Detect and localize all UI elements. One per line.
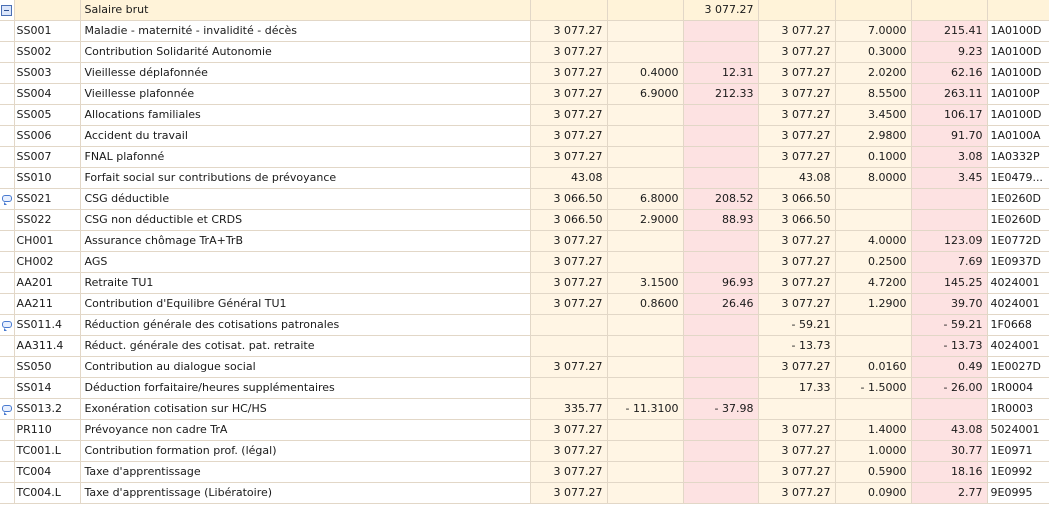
row-sal-montant[interactable] [683,126,758,147]
row-pat-base[interactable]: 3 077.27 [758,294,835,315]
row-label[interactable]: Exonération cotisation sur HC/HS [80,399,530,420]
table-row[interactable] [0,126,1049,147]
row-code[interactable]: SS001 [14,21,80,42]
row-sal-montant[interactable]: 26.46 [683,294,758,315]
row-pat-taux[interactable]: 2.9800 [835,126,911,147]
row-compte[interactable]: 1R0004 [987,378,1049,399]
row-pat-base[interactable]: 3 077.27 [758,42,835,63]
table-row[interactable] [0,357,1049,378]
table-row[interactable] [0,168,1049,189]
row-compte[interactable]: 1A0100D [987,63,1049,84]
row-pat-montant[interactable]: - 26.00 [911,378,987,399]
row-sal-taux[interactable] [607,231,683,252]
row-base[interactable]: 3 077.27 [530,63,607,84]
row-sal-taux[interactable] [607,462,683,483]
comment-icon[interactable] [2,195,12,202]
row-label[interactable]: Forfait social sur contributions de prévoyance [80,168,530,189]
row-label[interactable]: Réduction générale des cotisations patronales [80,315,530,336]
row-compte[interactable]: 1E0992 [987,462,1049,483]
table-row[interactable] [0,378,1049,399]
row-pat-base[interactable]: 3 077.27 [758,357,835,378]
row-pat-base[interactable]: - 13.73 [758,336,835,357]
table-row[interactable] [0,399,1049,420]
row-compte[interactable]: 1A0100A [987,126,1049,147]
row-pat-base[interactable]: 3 077.27 [758,231,835,252]
table-row[interactable] [0,189,1049,210]
row-base[interactable]: 3 077.27 [530,231,607,252]
header-pat-base [758,0,835,21]
row-base[interactable]: 3 077.27 [530,294,607,315]
row-marker-cell [0,399,14,420]
row-pat-taux[interactable] [835,336,911,357]
row-label[interactable]: CSG déductible [80,189,530,210]
row-code[interactable]: AA311.4 [14,336,80,357]
table-row[interactable] [0,294,1049,315]
row-sal-montant[interactable] [683,336,758,357]
row-sal-montant[interactable] [683,378,758,399]
row-sal-taux[interactable] [607,147,683,168]
row-sal-montant[interactable]: 96.93 [683,273,758,294]
row-pat-base[interactable]: 17.33 [758,378,835,399]
table-row[interactable] [0,63,1049,84]
row-base[interactable]: 3 077.27 [530,42,607,63]
table-row[interactable] [0,273,1049,294]
row-sal-taux[interactable] [607,21,683,42]
row-base[interactable]: 3 077.27 [530,357,607,378]
header-compte [987,0,1049,21]
row-compte[interactable]: 4024001 [987,336,1049,357]
row-pat-base[interactable]: 3 077.27 [758,84,835,105]
row-sal-montant[interactable] [683,105,758,126]
row-marker-cell [0,126,14,147]
row-sal-montant[interactable] [683,168,758,189]
row-pat-base[interactable] [758,399,835,420]
row-marker-cell [0,420,14,441]
row-pat-montant[interactable]: 91.70 [911,126,987,147]
row-sal-taux[interactable]: - 11.3100 [607,399,683,420]
row-marker-cell [0,462,14,483]
row-code[interactable]: PR110 [14,420,80,441]
row-pat-taux[interactable]: 1.0000 [835,441,911,462]
row-code[interactable]: SS021 [14,189,80,210]
header-base [530,0,607,21]
row-base[interactable] [530,336,607,357]
comment-icon[interactable] [2,405,12,412]
row-pat-taux[interactable]: 2.0200 [835,63,911,84]
row-marker-cell [0,168,14,189]
row-pat-taux[interactable]: 0.3000 [835,42,911,63]
row-marker-cell [0,189,14,210]
row-marker-cell [0,147,14,168]
row-compte[interactable]: 1E0260D [987,210,1049,231]
row-compte[interactable]: 4024001 [987,273,1049,294]
row-pat-taux[interactable]: 4.0000 [835,231,911,252]
row-base[interactable]: 3 077.27 [530,21,607,42]
row-pat-taux[interactable] [835,210,911,231]
row-sal-taux[interactable] [607,252,683,273]
row-pat-montant[interactable]: 3.08 [911,147,987,168]
row-marker-cell [0,483,14,504]
row-pat-taux[interactable]: 8.5500 [835,84,911,105]
row-sal-montant[interactable] [683,483,758,504]
row-sal-taux[interactable] [607,441,683,462]
row-pat-base[interactable]: 3 077.27 [758,462,835,483]
row-pat-montant[interactable] [911,210,987,231]
row-pat-taux[interactable]: 8.0000 [835,168,911,189]
table-row[interactable] [0,336,1049,357]
table-row[interactable] [0,147,1049,168]
row-pat-taux[interactable]: 0.2500 [835,252,911,273]
row-pat-base[interactable]: 3 077.27 [758,441,835,462]
row-sal-taux[interactable] [607,357,683,378]
row-pat-base[interactable]: 3 077.27 [758,147,835,168]
row-pat-montant[interactable]: - 13.73 [911,336,987,357]
table-row[interactable] [0,84,1049,105]
row-sal-montant[interactable] [683,21,758,42]
row-pat-taux[interactable]: 1.2900 [835,294,911,315]
row-base[interactable]: 3 077.27 [530,105,607,126]
row-sal-taux[interactable] [607,315,683,336]
row-pat-base[interactable]: 43.08 [758,168,835,189]
row-base[interactable]: 3 077.27 [530,126,607,147]
row-pat-montant[interactable]: 7.69 [911,252,987,273]
table-row[interactable] [0,21,1049,42]
row-label[interactable]: AGS [80,252,530,273]
row-sal-montant[interactable]: 208.52 [683,189,758,210]
row-compte[interactable]: 9E0995 [987,483,1049,504]
row-code[interactable]: SS011.4 [14,315,80,336]
row-code[interactable]: TC004 [14,462,80,483]
row-sal-montant[interactable]: - 37.98 [683,399,758,420]
row-pat-taux[interactable] [835,189,911,210]
row-base[interactable]: 335.77 [530,399,607,420]
table-row[interactable] [0,42,1049,63]
row-compte[interactable]: 1E0479... [987,168,1049,189]
row-compte[interactable]: 1A0100D [987,42,1049,63]
row-label[interactable]: Contribution Solidarité Autonomie [80,42,530,63]
row-code[interactable]: SS006 [14,126,80,147]
row-sal-taux[interactable]: 6.9000 [607,84,683,105]
row-code[interactable]: SS002 [14,42,80,63]
row-label[interactable]: FNAL plafonné [80,147,530,168]
row-marker-cell [0,63,14,84]
row-sal-montant[interactable]: 212.33 [683,84,758,105]
row-pat-montant[interactable]: 18.16 [911,462,987,483]
table-row[interactable] [0,462,1049,483]
row-compte[interactable]: 1E0027D [987,357,1049,378]
header-pat-montant [911,0,987,21]
header-row [0,0,1049,21]
row-base[interactable] [530,378,607,399]
row-marker-cell [0,315,14,336]
row-sal-taux[interactable]: 2.9000 [607,210,683,231]
row-code[interactable]: SS010 [14,168,80,189]
header-pat-taux [835,0,911,21]
row-label[interactable]: Contribution au dialogue social [80,357,530,378]
row-pat-montant[interactable]: 9.23 [911,42,987,63]
row-sal-montant[interactable] [683,462,758,483]
row-sal-taux[interactable] [607,483,683,504]
row-sal-taux[interactable]: 0.4000 [607,63,683,84]
row-base[interactable]: 3 077.27 [530,483,607,504]
row-pat-taux[interactable]: 7.0000 [835,21,911,42]
row-base[interactable]: 3 077.27 [530,441,607,462]
row-label[interactable]: Réduct. générale des cotisat. pat. retraite [80,336,530,357]
row-sal-taux[interactable] [607,105,683,126]
row-pat-montant[interactable]: 2.77 [911,483,987,504]
row-compte[interactable]: 1A0100D [987,21,1049,42]
row-compte[interactable]: 1A0100P [987,84,1049,105]
row-sal-taux[interactable]: 3.1500 [607,273,683,294]
row-pat-base[interactable]: 3 077.27 [758,483,835,504]
row-pat-montant[interactable]: 43.08 [911,420,987,441]
row-pat-base[interactable]: 3 066.50 [758,210,835,231]
row-marker-cell [0,273,14,294]
row-pat-base[interactable]: 3 077.27 [758,126,835,147]
row-pat-taux[interactable]: - 1.5000 [835,378,911,399]
row-pat-montant[interactable]: 263.11 [911,84,987,105]
row-marker-cell [0,105,14,126]
row-compte[interactable]: 4024001 [987,294,1049,315]
row-code[interactable]: SS050 [14,357,80,378]
row-marker-cell [0,210,14,231]
row-sal-montant[interactable] [683,441,758,462]
row-label[interactable]: Contribution formation prof. (légal) [80,441,530,462]
header-sal-taux [607,0,683,21]
row-label[interactable]: Prévoyance non cadre TrA [80,420,530,441]
row-compte[interactable]: 1E0260D [987,189,1049,210]
row-code[interactable]: CH002 [14,252,80,273]
row-pat-taux[interactable] [835,399,911,420]
row-pat-taux[interactable]: 3.4500 [835,105,911,126]
row-compte[interactable]: 1E0971 [987,441,1049,462]
row-pat-taux[interactable]: 0.1000 [835,147,911,168]
row-sal-montant[interactable] [683,315,758,336]
row-pat-montant[interactable] [911,189,987,210]
row-sal-taux[interactable] [607,336,683,357]
row-sal-montant[interactable] [683,420,758,441]
row-base[interactable]: 3 077.27 [530,462,607,483]
row-code[interactable]: TC004.L [14,483,80,504]
header-label: Salaire brut [80,0,530,21]
row-marker-cell [0,441,14,462]
row-marker-cell [0,252,14,273]
row-base[interactable] [530,315,607,336]
row-label[interactable]: Accident du travail [80,126,530,147]
row-marker-cell [0,42,14,63]
row-pat-montant[interactable]: 3.45 [911,168,987,189]
row-pat-taux[interactable]: 4.7200 [835,273,911,294]
row-label[interactable]: Vieillesse plafonnée [80,84,530,105]
row-pat-taux[interactable]: 0.5900 [835,462,911,483]
table-row[interactable] [0,231,1049,252]
row-compte[interactable]: 1E0937D [987,252,1049,273]
row-base[interactable]: 43.08 [530,168,607,189]
row-code[interactable]: SS014 [14,378,80,399]
table-row[interactable] [0,441,1049,462]
collapse-cell[interactable] [0,0,14,21]
table-row[interactable] [0,420,1049,441]
row-label[interactable]: Vieillesse déplafonnée [80,63,530,84]
row-pat-montant[interactable] [911,399,987,420]
row-label[interactable]: Contribution d'Equilibre Général TU1 [80,294,530,315]
row-pat-taux[interactable]: 1.4000 [835,420,911,441]
table-row[interactable] [0,315,1049,336]
row-marker-cell [0,378,14,399]
row-sal-taux[interactable] [607,168,683,189]
row-sal-taux[interactable] [607,126,683,147]
row-sal-montant[interactable]: 88.93 [683,210,758,231]
row-pat-base[interactable]: 3 066.50 [758,189,835,210]
row-sal-taux[interactable] [607,378,683,399]
row-pat-base[interactable]: 3 077.27 [758,21,835,42]
row-pat-montant[interactable]: - 59.21 [911,315,987,336]
row-marker-cell [0,231,14,252]
row-pat-montant[interactable]: 215.41 [911,21,987,42]
row-pat-montant[interactable]: 39.70 [911,294,987,315]
table-row[interactable] [0,210,1049,231]
row-marker-cell [0,84,14,105]
row-base[interactable]: 3 066.50 [530,189,607,210]
table-row[interactable] [0,483,1049,504]
row-label[interactable]: CSG non déductible et CRDS [80,210,530,231]
row-compte[interactable]: 5024001 [987,420,1049,441]
row-pat-montant[interactable]: 106.17 [911,105,987,126]
row-marker-cell [0,336,14,357]
row-code[interactable]: TC001.L [14,441,80,462]
row-label[interactable]: Retraite TU1 [80,273,530,294]
row-sal-taux[interactable]: 6.8000 [607,189,683,210]
row-pat-montant[interactable]: 62.16 [911,63,987,84]
row-sal-montant[interactable] [683,42,758,63]
row-code[interactable]: SS022 [14,210,80,231]
row-pat-base[interactable]: 3 077.27 [758,273,835,294]
row-base[interactable]: 3 077.27 [530,273,607,294]
row-code[interactable]: SS013.2 [14,399,80,420]
row-sal-montant[interactable] [683,231,758,252]
row-pat-montant[interactable]: 123.09 [911,231,987,252]
row-compte[interactable]: 1F0668 [987,315,1049,336]
row-compte[interactable]: 1R0003 [987,399,1049,420]
row-compte[interactable]: 1E0772D [987,231,1049,252]
row-pat-base[interactable]: - 59.21 [758,315,835,336]
row-marker-cell [0,357,14,378]
comment-icon[interactable] [2,321,12,328]
row-sal-taux[interactable]: 0.8600 [607,294,683,315]
row-pat-taux[interactable]: 0.0900 [835,483,911,504]
row-pat-montant[interactable]: 30.77 [911,441,987,462]
row-base[interactable]: 3 077.27 [530,147,607,168]
row-code[interactable]: AA211 [14,294,80,315]
collapse-icon[interactable] [1,5,12,16]
row-base[interactable]: 3 066.50 [530,210,607,231]
row-pat-montant[interactable]: 0.49 [911,357,987,378]
row-code[interactable]: AA201 [14,273,80,294]
row-label[interactable]: Déduction forfaitaire/heures supplémentaires [80,378,530,399]
header-amount: 3 077.27 [683,0,758,21]
row-base[interactable]: 3 077.27 [530,252,607,273]
row-sal-taux[interactable] [607,420,683,441]
row-pat-base[interactable]: 3 077.27 [758,63,835,84]
table-row[interactable] [0,105,1049,126]
row-compte[interactable]: 1A0100D [987,105,1049,126]
row-sal-taux[interactable] [607,42,683,63]
row-sal-montant[interactable] [683,357,758,378]
row-label[interactable]: Maladie - maternité - invalidité - décès [80,21,530,42]
row-sal-montant[interactable]: 12.31 [683,63,758,84]
row-label[interactable]: Assurance chômage TrA+TrB [80,231,530,252]
row-pat-base[interactable]: 3 077.27 [758,252,835,273]
row-code[interactable]: SS005 [14,105,80,126]
row-compte[interactable]: 1A0332P [987,147,1049,168]
row-marker-cell [0,294,14,315]
row-label[interactable]: Taxe d'apprentissage [80,462,530,483]
row-base[interactable]: 3 077.27 [530,420,607,441]
row-pat-base[interactable]: 3 077.27 [758,105,835,126]
row-sal-montant[interactable] [683,252,758,273]
row-pat-base[interactable]: 3 077.27 [758,420,835,441]
row-label[interactable]: Taxe d'apprentissage (Libératoire) [80,483,530,504]
row-base[interactable]: 3 077.27 [530,84,607,105]
row-marker-cell [0,21,14,42]
row-sal-montant[interactable] [683,147,758,168]
row-pat-taux[interactable]: 0.0160 [835,357,911,378]
table-row[interactable] [0,252,1049,273]
header-code [14,0,80,21]
row-code[interactable]: SS003 [14,63,80,84]
row-code[interactable]: SS007 [14,147,80,168]
row-pat-taux[interactable] [835,315,911,336]
row-code[interactable]: CH001 [14,231,80,252]
row-code[interactable]: SS004 [14,84,80,105]
row-pat-montant[interactable]: 145.25 [911,273,987,294]
row-label[interactable]: Allocations familiales [80,105,530,126]
